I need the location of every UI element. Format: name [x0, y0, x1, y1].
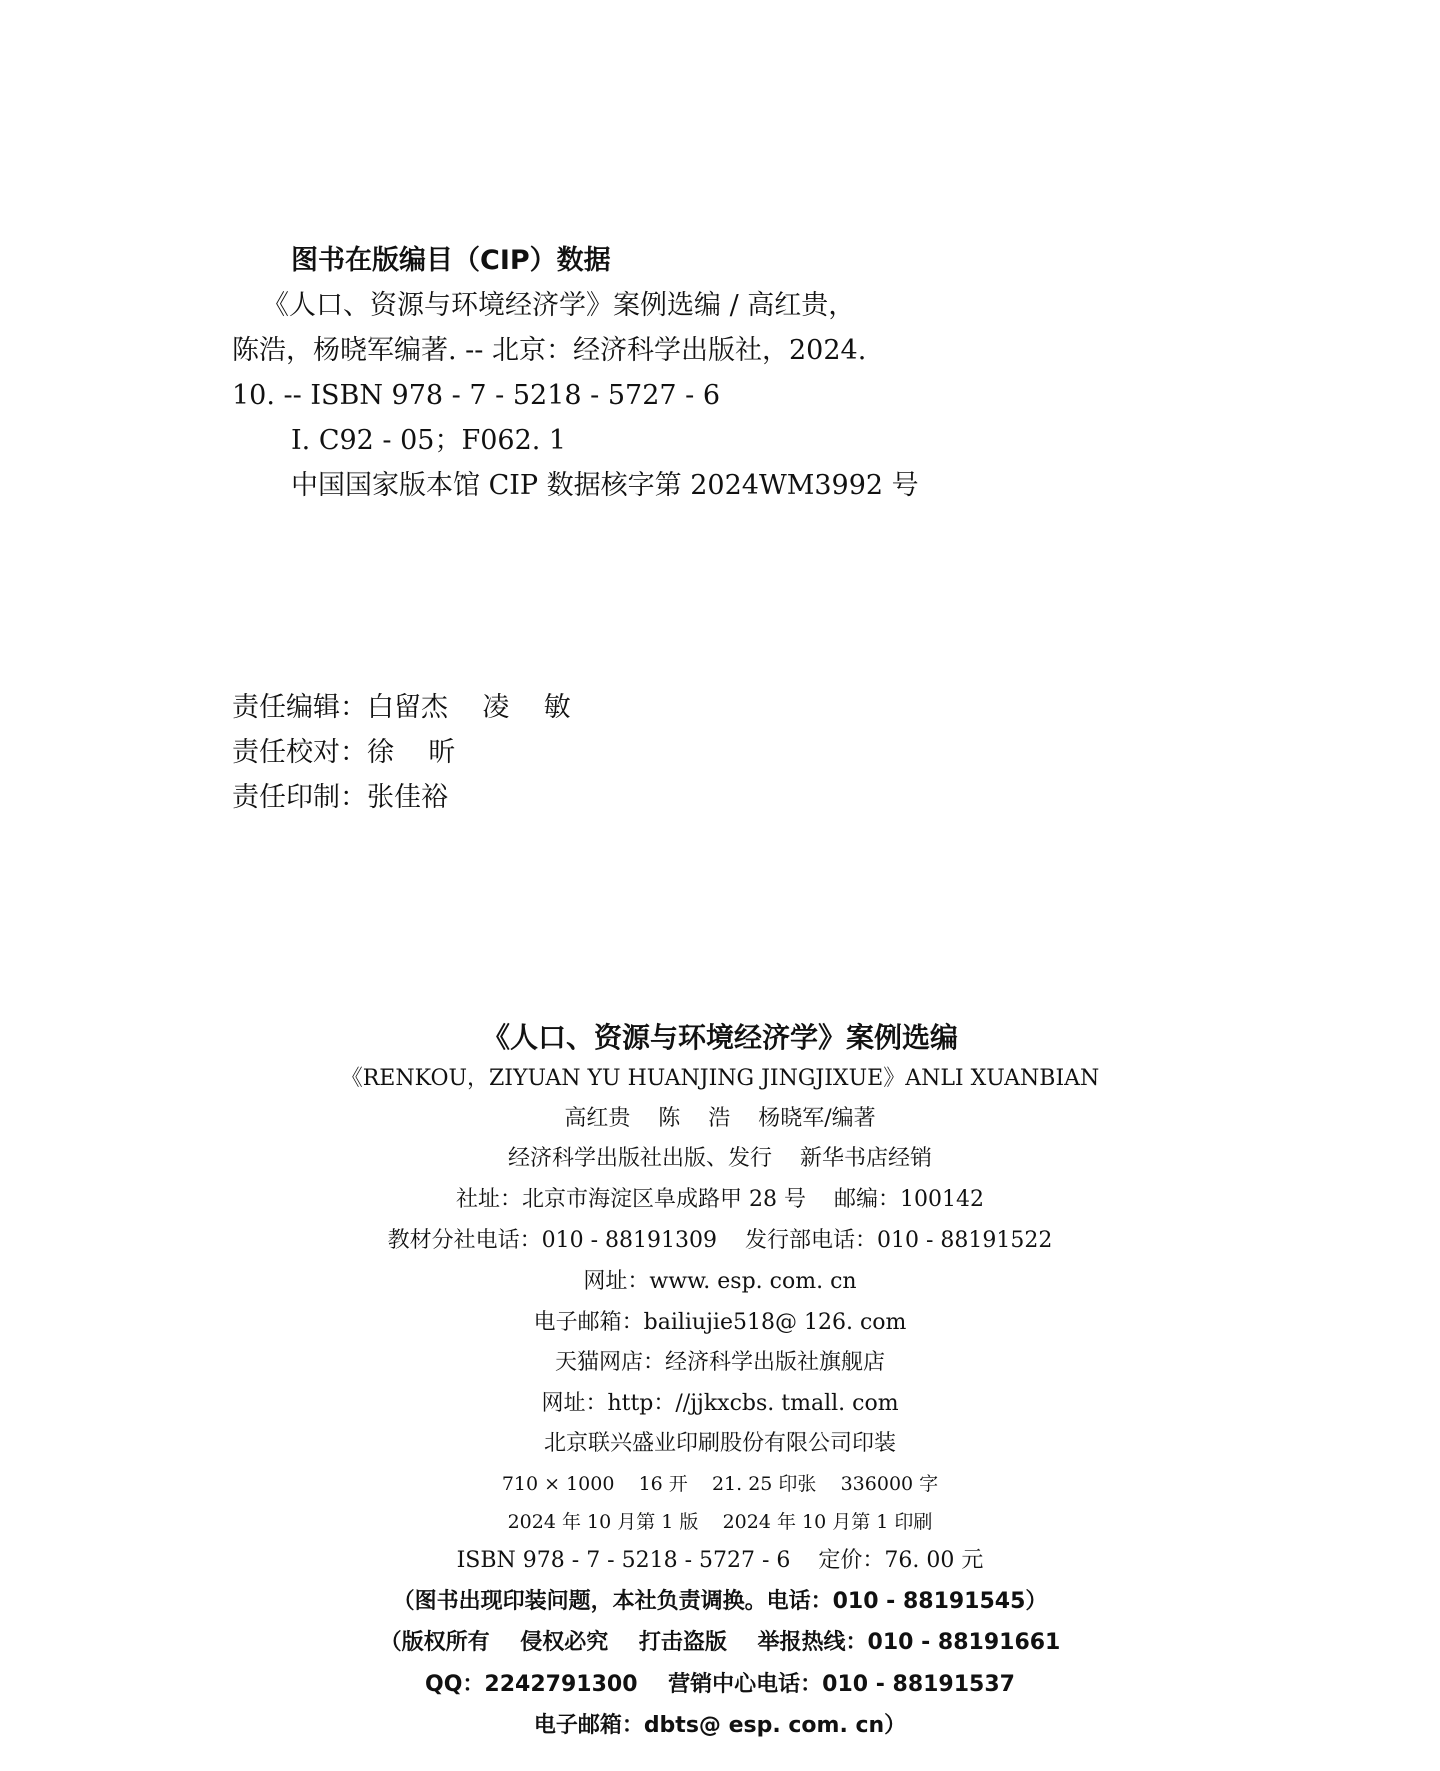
staff-printing: 责任印制：张佳裕 [232, 782, 448, 813]
colophon-phones: 教材分社电话：010 - 88191309 发行部电话：010 - 88191522 [387, 1228, 1053, 1253]
cip-line-classification: Ⅰ. C92 - 05；F062. 1 [291, 425, 567, 456]
colophon-title: 《人口、资源与环境经济学》案例选编 [481, 1021, 958, 1054]
cip-line-title: 《人口、资源与环境经济学》案例选编 / 高红贵， [262, 290, 856, 321]
colophon-notice-copyright: （版权所有 侵权必究 打击盗版 举报热线：010 - 88191661 [379, 1630, 1061, 1655]
colophon-website: 网址：www. esp. com. cn [583, 1269, 857, 1294]
colophon-edition: 2024 年 10 月第 1 版 2024 年 10 月第 1 印刷 [507, 1511, 933, 1533]
colophon-tmall: 天猫网店：经济科学出版社旗舰店 [554, 1350, 885, 1375]
cip-line-authors: 陈浩，杨晓军编著. -- 北京：经济科学出版社，2024. [232, 335, 867, 366]
colophon-specs: 710 × 1000 16 开 21. 25 印张 336000 字 [501, 1473, 939, 1495]
colophon-printer: 北京联兴盛业印刷股份有限公司印装 [543, 1431, 896, 1456]
colophon-tmall-url: 网址：http：//jjkxcbs. tmall. com [541, 1391, 899, 1416]
colophon-notice-print-issues: （图书出现印装问题，本社负责调换。电话：010 - 88191545） [392, 1589, 1048, 1614]
colophon-isbn-price: ISBN 978 - 7 - 5218 - 5727 - 6 定价：76. 00 元 [456, 1548, 984, 1573]
colophon-notice-email: 电子邮箱：dbts@ esp. com. cn） [533, 1713, 907, 1738]
colophon-pinyin: 《RENKOU，ZIYUAN YU HUANJING JINGJIXUE》ANLI XUANBIAN [340, 1066, 1100, 1091]
colophon-email: 电子邮箱：bailiujie518@ 126. com [533, 1310, 907, 1335]
cip-heading: 图书在版编目（CIP）数据 [291, 245, 611, 276]
colophon-notice-qq: QQ：2242791300 营销中心电话：010 - 88191537 [425, 1672, 1015, 1697]
staff-proofreader: 责任校对：徐 昕 [232, 737, 456, 768]
colophon-authors: 高红贵 陈 浩 杨晓军/编著 [564, 1106, 876, 1131]
colophon-publisher: 经济科学出版社出版、发行 新华书店经销 [508, 1146, 932, 1171]
cip-line-record-number: 中国国家版本馆 CIP 数据核字第 2024WM3992 号 [291, 470, 919, 501]
staff-editor: 责任编辑：白留杰 凌 敏 [232, 692, 571, 723]
cip-line-isbn: 10. -- ISBN 978 - 7 - 5218 - 5727 - 6 [232, 380, 721, 411]
colophon-address: 社址：北京市海淀区阜成路甲 28 号 邮编：100142 [456, 1187, 984, 1212]
